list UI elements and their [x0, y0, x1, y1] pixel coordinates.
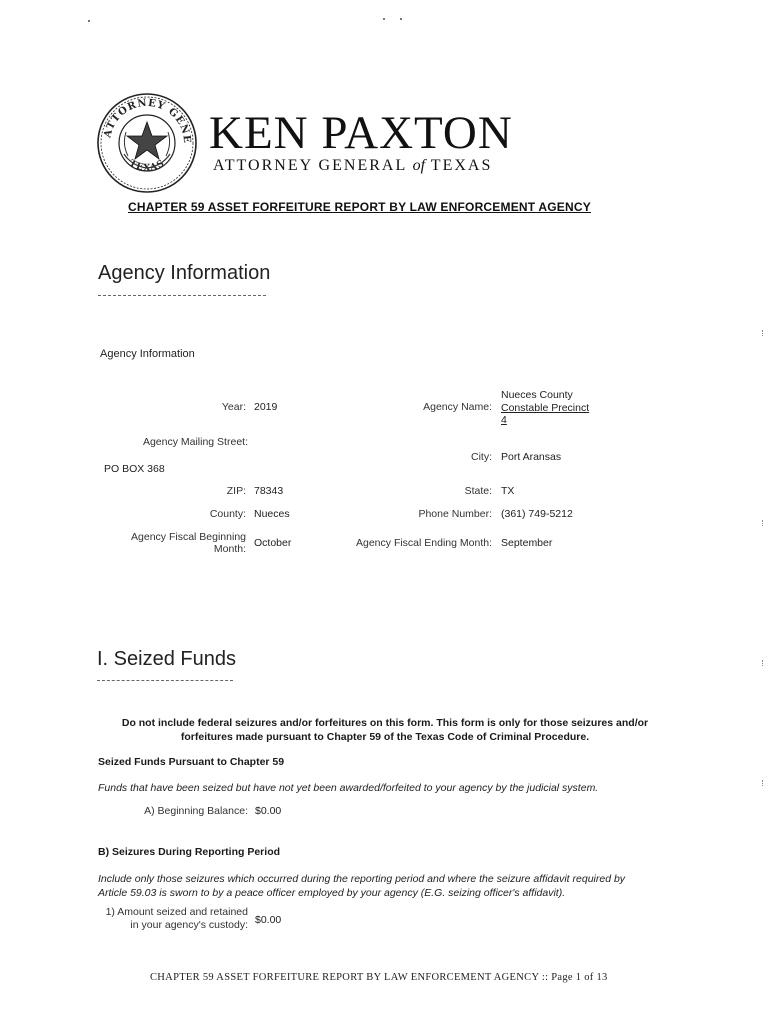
fiscal-beginning-value: October: [254, 537, 292, 549]
phone-value: (361) 749-5212: [501, 508, 573, 520]
amount-seized-value: $0.00: [255, 914, 282, 926]
heading-rule: [97, 680, 233, 681]
svg-text:TEXAS: [127, 158, 166, 173]
attorney-general-name: KEN PAXTON: [209, 107, 513, 159]
state-label: State:: [464, 485, 492, 497]
scan-speck: [88, 20, 90, 22]
scan-edge-mark: [762, 330, 765, 336]
subtitle-of: of: [412, 157, 426, 174]
city-label: City:: [471, 451, 492, 463]
year-label: Year:: [221, 401, 246, 413]
agency-name-line: Nueces County: [501, 389, 573, 401]
seized-funds-subheading: Seized Funds Pursuant to Chapter 59: [98, 756, 285, 768]
agency-name-value: [501, 389, 601, 427]
amount-seized-label-line: in your agency's custody:: [130, 919, 248, 931]
county-value: Nueces: [254, 508, 290, 520]
page-footer: CHAPTER 59 ASSET FORFEITURE REPORT BY LAW ENFORCEMENT AGENCY :: Page 1 of 13: [150, 972, 608, 983]
zip-label: ZIP:: [226, 485, 246, 497]
federal-seizure-notice: [60, 716, 710, 744]
seized-funds-note: Funds that have been seized but have not yet been awarded/forfeited to your agency by the judicial system.: [98, 782, 599, 794]
heading-rule: [98, 295, 266, 296]
attorney-general-seal: [96, 92, 198, 194]
mailing-street-value: PO BOX 368: [104, 463, 165, 475]
county-label: County:: [209, 508, 246, 520]
agency-name-line: Constable Precinct: [501, 401, 590, 414]
agency-information-heading: Agency Information: [98, 262, 271, 284]
year-value: 2019: [254, 401, 278, 413]
note-line: Article 59.03 is sworn to by a peace officer employed by your agency (E.G. seizing officer's affidavit).: [98, 887, 566, 899]
phone-label: Phone Number:: [418, 508, 492, 520]
notice-line: forfeitures made pursuant to Chapter 59 of the Texas Code of Criminal Procedure.: [180, 731, 590, 743]
fiscal-ending-value: September: [501, 537, 553, 549]
seizures-during-period-heading: B) Seizures During Reporting Period: [98, 846, 281, 858]
city-value: Port Aransas: [501, 451, 562, 463]
seal-text-bottom: TEXAS: [127, 158, 167, 174]
mailing-street-label: Agency Mailing Street:: [142, 436, 248, 448]
seal-text-top: ATTORNEY GENE: [102, 97, 193, 145]
scan-edge-mark: [762, 520, 765, 526]
fiscal-beginning-label-line: Agency Fiscal Beginning: [131, 531, 246, 543]
fiscal-ending-label: Agency Fiscal Ending Month:: [356, 537, 492, 549]
scan-speck: [400, 18, 402, 20]
note-line: Include only those seizures which occurred during the reporting period and where the seizure affidavit required by: [98, 873, 626, 885]
agency-name-label: Agency Name:: [423, 401, 492, 413]
zip-value: 78343: [254, 485, 284, 497]
scan-edge-mark: [762, 780, 765, 786]
seizures-during-period-note: [98, 872, 738, 900]
star-icon: [127, 122, 167, 159]
scan-edge-mark: [762, 660, 765, 666]
seized-funds-heading: I. Seized Funds: [97, 648, 236, 670]
fiscal-beginning-label: [100, 531, 246, 555]
agency-information-subheading: Agency Information: [100, 348, 195, 360]
beginning-balance-label: A) Beginning Balance:: [144, 805, 248, 817]
scan-speck: [383, 18, 385, 20]
amount-seized-label-line: 1) Amount seized and retained: [105, 906, 248, 918]
agency-name-line: 4: [501, 414, 507, 426]
fiscal-beginning-label-line: Month:: [213, 543, 246, 555]
notice-line: Do not include federal seizures and/or forfeitures on this form. This form is only for those seizures and/or: [121, 717, 649, 729]
attorney-general-subtitle: [213, 157, 492, 175]
beginning-balance-value: $0.00: [255, 805, 282, 817]
subtitle-part: ATTORNEY GENERAL: [213, 157, 413, 174]
state-value: TX: [501, 485, 515, 497]
subtitle-part: TEXAS: [425, 157, 493, 174]
report-title: CHAPTER 59 ASSET FORFEITURE REPORT BY LAW ENFORCEMENT AGENCY: [128, 200, 591, 214]
amount-seized-label: [90, 906, 248, 932]
